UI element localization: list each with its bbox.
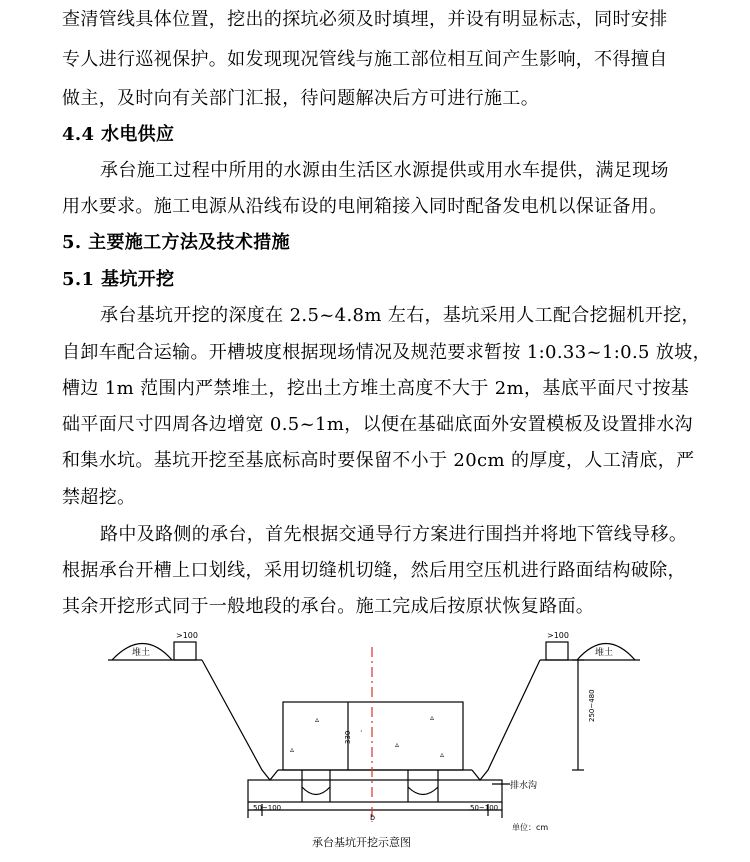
label-depth: 250~480	[588, 689, 596, 722]
pile-cap	[283, 702, 463, 770]
edge-block-left	[174, 642, 196, 660]
label-gap-left: >100	[176, 631, 198, 640]
label-soil-left: 堆土	[132, 648, 151, 658]
label-unit: 单位：cm	[512, 823, 549, 832]
paragraph-line: 根据承台开槽上口划线，采用切缝机切缝，然后用空压机进行路面结构破除，	[62, 560, 686, 581]
edge-block-right	[546, 642, 568, 660]
paragraph-line: 禁超挖。	[62, 487, 136, 508]
label-cap-height: 330	[344, 730, 352, 744]
label-width: b	[370, 813, 376, 822]
svg-text:·: ·	[360, 727, 363, 736]
paragraph-line: 础平面尺寸四周各边增宽 0.5~1m，以便在基础底面外安置模板及设置排水沟	[62, 414, 693, 435]
label-base-left: 50~100	[253, 804, 282, 812]
paragraph-line: 承台施工过程中所用的水源由生活区水源提供或用水车提供，满足现场	[100, 160, 669, 181]
paragraph-line: 和集水坑。基坑开挖至基底标高时要保留不小于 20cm 的厚度，人工清底，严	[62, 450, 695, 471]
svg-text:▵: ▵	[315, 715, 320, 724]
paragraph-line: 槽边 1m 范围内严禁堆土，挖出土方堆土高度不大于 2m，基底平面尺寸按基	[62, 378, 690, 399]
slope-left	[202, 660, 278, 780]
label-base-right: 50~100	[470, 804, 499, 812]
diagram-caption: 承台基坑开挖示意图	[312, 836, 411, 849]
pile-right	[408, 770, 438, 802]
paragraph-line: 路中及路侧的承台，首先根据交通导行方案进行围挡并将地下管线导移。	[100, 524, 688, 545]
svg-text:▵: ▵	[440, 750, 445, 759]
slope-right	[472, 660, 540, 780]
excavation-diagram	[0, 622, 750, 862]
label-gap-right: >100	[547, 631, 569, 640]
label-soil-right: 堆土	[595, 648, 614, 658]
svg-text:▵: ▵	[290, 745, 295, 754]
paragraph-line: 承台基坑开挖的深度在 2.5~4.8m 左右，基坑采用人工配合挖掘机开挖，	[100, 305, 700, 326]
base-layer	[248, 780, 502, 802]
paragraph-line: 做主，及时向有关部门汇报，待问题解决后方可进行施工。	[62, 88, 540, 109]
section-heading-5: 5. 主要施工方法及技术措施	[62, 232, 290, 253]
label-ditch: 排水沟	[510, 781, 538, 791]
paragraph-line: 查清管线具体位置，挖出的探坑必须及时填埋，并设有明显标志，同时安排	[62, 9, 668, 30]
svg-text:▵: ▵	[395, 740, 400, 749]
paragraph-line: 用水要求。施工电源从沿线布设的电闸箱接入同时配备发电机以保证备用。	[62, 196, 668, 217]
section-heading-5-1: 5.1 基坑开挖	[62, 269, 175, 290]
paragraph-line: 自卸车配合运输。开槽坡度根据现场情况及规范要求暂按 1:0.33~1:0.5 放坡，	[62, 342, 711, 363]
svg-text:▵: ▵	[430, 713, 435, 722]
pile-left	[302, 770, 330, 802]
paragraph-line: 专人进行巡视保护。如发现现况管线与施工部位相互间产生影响，不得擅自	[62, 49, 668, 70]
section-heading-4-4: 4.4 水电供应	[62, 124, 175, 145]
paragraph-line: 其余开挖形式同于一般地段的承台。施工完成后按原状恢复路面。	[62, 596, 595, 617]
